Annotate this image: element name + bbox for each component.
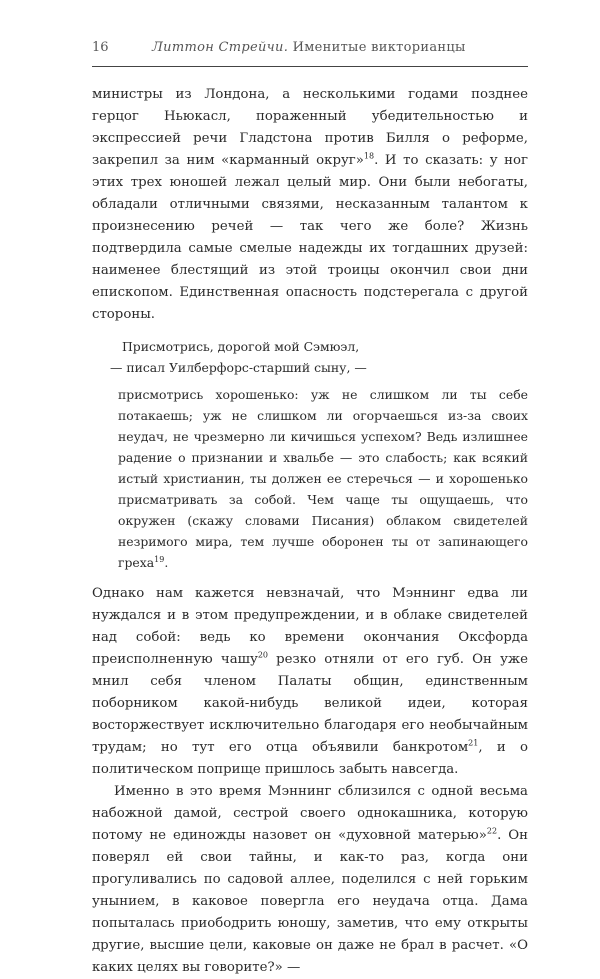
header-book-title: Именитые викторианцы (292, 40, 466, 55)
footnote-ref-21: 21 (468, 738, 479, 748)
letter-quote (110, 336, 528, 378)
header-author: Литтон Стрейчи. (152, 40, 289, 55)
quote-attribution: — писал Уилберфорс-старший сыну, — (110, 360, 367, 375)
paragraph-1 (92, 84, 528, 326)
paragraph-2 (92, 583, 528, 781)
running-header (92, 40, 528, 55)
paragraph-2-text-a: Однако нам кажется невзначай, что Мэннинг едва ли нуждался и в этом предупреждении, и в облаке свидетелей над собой: ведь ко времени окончания Оксфорда преисполненную чашу (92, 586, 528, 667)
header-rule (92, 66, 528, 67)
paragraph-2-text-b: резко отняли от его губ. Он уже мнил себя членом Палаты общин, единственным поборником какой-нибудь великой идеи, которая восторжествует исключительно благодаря его необычайным трудам; но тут его отца объявили банкротом (92, 652, 529, 755)
footnote-ref-22: 22 (486, 826, 498, 836)
paragraph-1-text-cont: . И то сказать: у ног этих трех юношей лежал целый мир. Они были небогаты, обладали отличными связями, несказанным талантом к произнесению речей — так чего же боле? Жизнь подтвердила самые смелые надежды их тогдашних друзей: наименее блестящий из этой троицы окончил свои дни епископом. Единственная опасность подстерегала с другой стороны. (92, 153, 528, 322)
footnote-ref-19: 19 (154, 554, 165, 564)
footnote-ref-20: 20 (257, 650, 268, 660)
paragraph-1-text: министры из Лондона, а несколькими годами позднее герцог Ньюкасл, пораженный убедительностью и экспрессией речи Гладстона против Билля о реформе, закрепил за ним «карманный округ» (92, 87, 528, 168)
paragraph-3-text-a: Именно в это время Мэннинг сблизился с одной весьма набожной дамой, сестрой своего однокашника, которую потому не единожды назовет он «духовной матерью» (92, 784, 528, 843)
paragraph-3-text-b: . Он поверял ей свои тайны, и как-то раз, когда они прогуливались по садовой аллее, поделился с ней горьким унынием, в каковое повергла его неудача отца. Дама попыталась приободрить юношу, заметив, что ему открыты другие, высшие цели, каковые он даже не брал в расчет. «О каких целях вы говорите?» — (92, 828, 529, 975)
footnote-ref-18: 18 (363, 151, 375, 161)
paragraph-2-text-c: , и о политическом поприще пришлось забыть навсегда. (92, 740, 528, 777)
paragraph-3 (92, 781, 528, 979)
page-number: 16 (92, 40, 109, 55)
page-body (92, 84, 528, 979)
running-title (152, 40, 466, 55)
quote-block-end: . (164, 555, 169, 570)
quote-opening: Присмотрись, дорогой мой Сэмюэл, (122, 339, 360, 354)
quote-block-text: присмотрись хорошенько: уж не слишком ли ты себе потакаешь; уж не слишком ли огорчаешься из-за своих неудач, не чрезмерно ли кичишься успехом? Ведь излишнее радение о признании и хвальбе — это слабость; как всякий истый христианин, ты должен ее стеречься — и хорошенько присматривать за собой. Чем чаще ты ощущаешь, что окружен (скажу словами Писания) облаком свидетелей незримого мира, тем лучше оборонен ты от запинающего греха (118, 387, 528, 570)
quote-block (118, 384, 528, 573)
